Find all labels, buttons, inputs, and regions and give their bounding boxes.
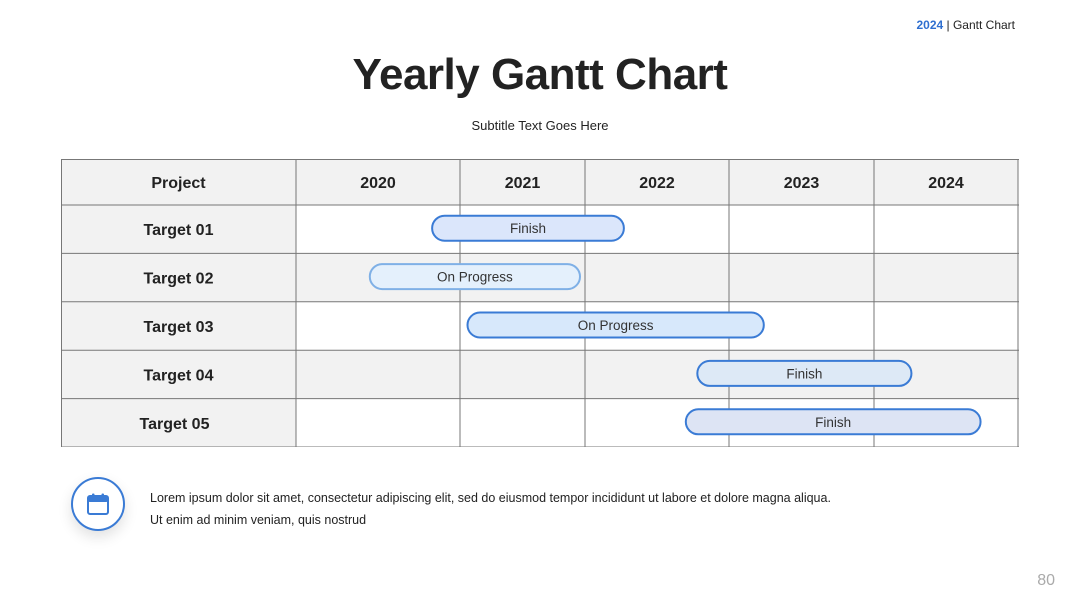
gantt-header-label: 2023 <box>783 175 820 192</box>
calendar-icon-svg <box>86 492 110 516</box>
gantt-row-label: Target 03 <box>143 319 214 336</box>
gantt-bar-label: On Progress <box>437 269 513 285</box>
gantt-bar-label: Finish <box>509 221 547 237</box>
footer-line-1: Lorem ipsum dolor sit amet, consectetur adipiscing elit, sed do eiusmod tempor incididunt ut labore et dolore magna aliqua. <box>150 491 831 505</box>
header-tag <box>916 18 1015 32</box>
header-label: Gantt Chart <box>952 18 1015 32</box>
gantt-bar-label: On Progress <box>577 318 654 333</box>
gantt-header-label: 2020 <box>360 175 396 192</box>
page-subtitle: Subtitle Text Goes Here <box>471 118 609 133</box>
footer-line-2: Ut enim ad minim veniam, quis nostrud <box>150 513 367 527</box>
gantt-chart <box>61 159 1019 447</box>
gantt-row-label: Target 04 <box>143 367 214 385</box>
gantt-bar-label: Finish <box>786 366 823 382</box>
gantt-row-label: Target 02 <box>143 270 214 288</box>
page-title: Yearly Gantt Chart <box>352 50 728 99</box>
gantt-bar-label: Finish <box>815 414 852 430</box>
calendar-icon <box>71 477 125 531</box>
page-number: 80 <box>1037 572 1055 589</box>
gantt-header-label: 2022 <box>639 175 675 192</box>
footer-text <box>150 487 950 531</box>
header-separator: | <box>943 18 953 32</box>
gantt-svg <box>61 159 1019 447</box>
header-year: 2024 <box>916 18 944 32</box>
gantt-header-label: 2024 <box>928 175 964 192</box>
gantt-header-label: Project <box>151 175 206 192</box>
gantt-row-label: Target 05 <box>139 415 210 433</box>
gantt-row-label: Target 01 <box>143 222 214 240</box>
gantt-header-label: 2021 <box>504 175 541 192</box>
